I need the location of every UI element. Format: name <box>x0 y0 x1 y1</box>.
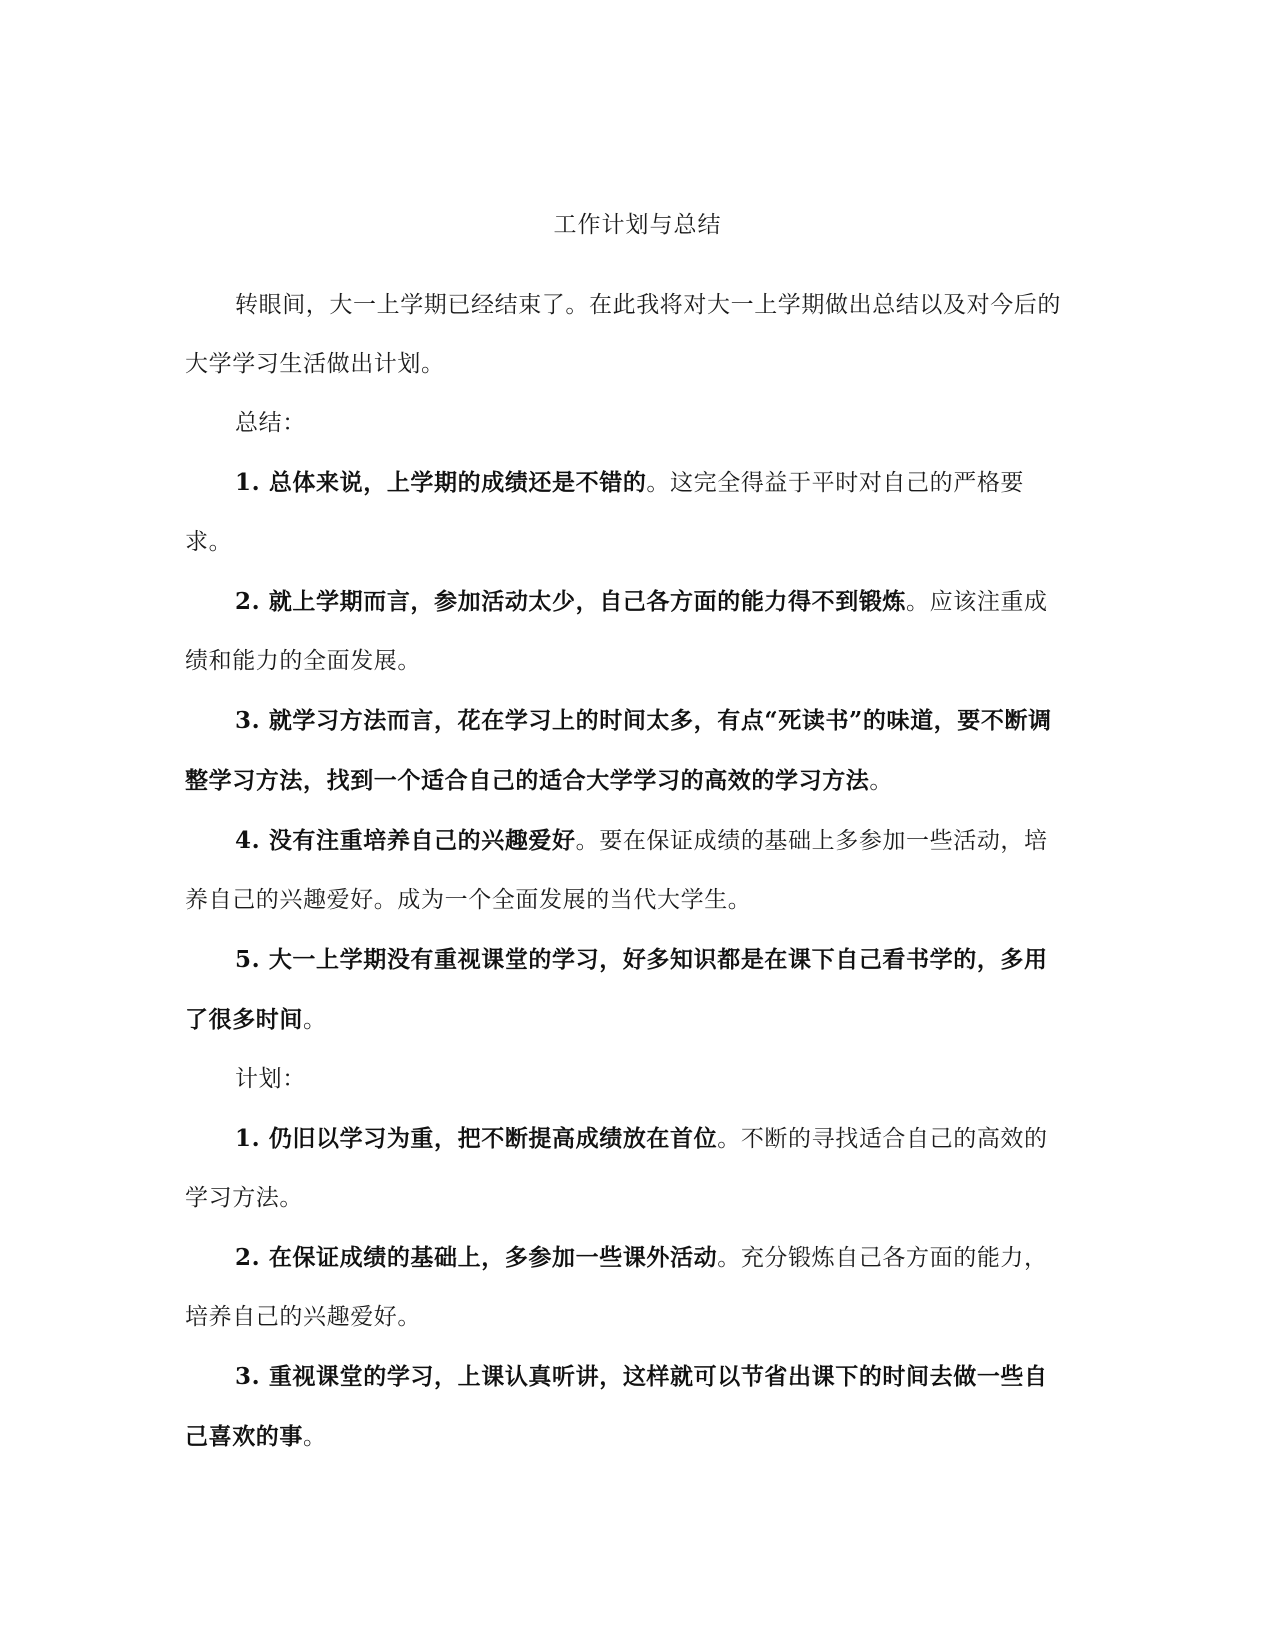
plan-item-1-bold: 1. 仍旧以学习为重，把不断提高成绩放在首位 <box>235 1125 718 1152</box>
intro-paragraph: 转眼间，大一上学期已经结束了。在此我将对大一上学期做出总结以及对今后的大学学习生活做出计划。 <box>185 292 1061 377</box>
summary-item-1 <box>185 453 1065 572</box>
summary-item-4-bold: 4. 没有注重培养自己的兴趣爱好 <box>235 827 576 854</box>
summary-item-3 <box>185 691 1065 811</box>
plan-item-3-text: 。 <box>303 1424 327 1450</box>
summary-item-4-text: 。要在保证成绩的基础上多参加一些活动，培养自己的兴趣爱好。成为一个全面发展的当代大学生。 <box>185 828 1048 913</box>
summary-item-3-bold: 3. 就学习方法而言，花在学习上的时间太多，有点“死读书”的味道，要不断调整学习方法，找到一个适合自己的适合大学学习的高效的学习方法 <box>185 707 1052 794</box>
plan-item-2-bold: 2. 在保证成绩的基础上，多参加一些课外活动 <box>235 1244 718 1271</box>
summary-heading: 总结： <box>235 410 306 436</box>
summary-item-5-bold: 5. 大一上学期没有重视课堂的学习，好多知识都是在课下自己看书学的，多用了很多时间 <box>185 946 1048 1033</box>
document-body <box>185 276 1065 1467</box>
plan-item-3-bold: 3. 重视课堂的学习，上课认真听讲，这样就可以节省出课下的时间去做一些自己喜欢的事 <box>185 1363 1048 1450</box>
summary-item-2-text: 。应该注重成绩和能力的全面发展。 <box>185 589 1048 674</box>
plan-item-2 <box>185 1228 1065 1347</box>
plan-item-1-text: 。不断的寻找适合自己的高效的学习方法。 <box>185 1126 1048 1211</box>
summary-item-5-text: 。 <box>303 1007 327 1033</box>
summary-item-5 <box>185 930 1065 1050</box>
plan-heading: 计划： <box>235 1066 306 1092</box>
plan-item-3 <box>185 1347 1065 1467</box>
summary-item-2 <box>185 572 1065 691</box>
summary-item-1-bold: 1. 总体来说，上学期的成绩还是不错的 <box>235 469 647 496</box>
summary-item-3-text: 。 <box>869 768 894 794</box>
summary-item-2-bold: 2. 就上学期而言，参加活动太少，自己各方面的能力得不到锻炼 <box>235 588 907 615</box>
plan-item-1 <box>185 1109 1065 1228</box>
plan-item-2-text: 。充分锻炼自己各方面的能力，培养自己的兴趣爱好。 <box>185 1245 1048 1330</box>
summary-item-1-text: 。这完全得益于平时对自己的严格要求。 <box>185 470 1025 555</box>
summary-item-4 <box>185 811 1065 930</box>
document-title: 工作计划与总结 <box>553 212 722 238</box>
